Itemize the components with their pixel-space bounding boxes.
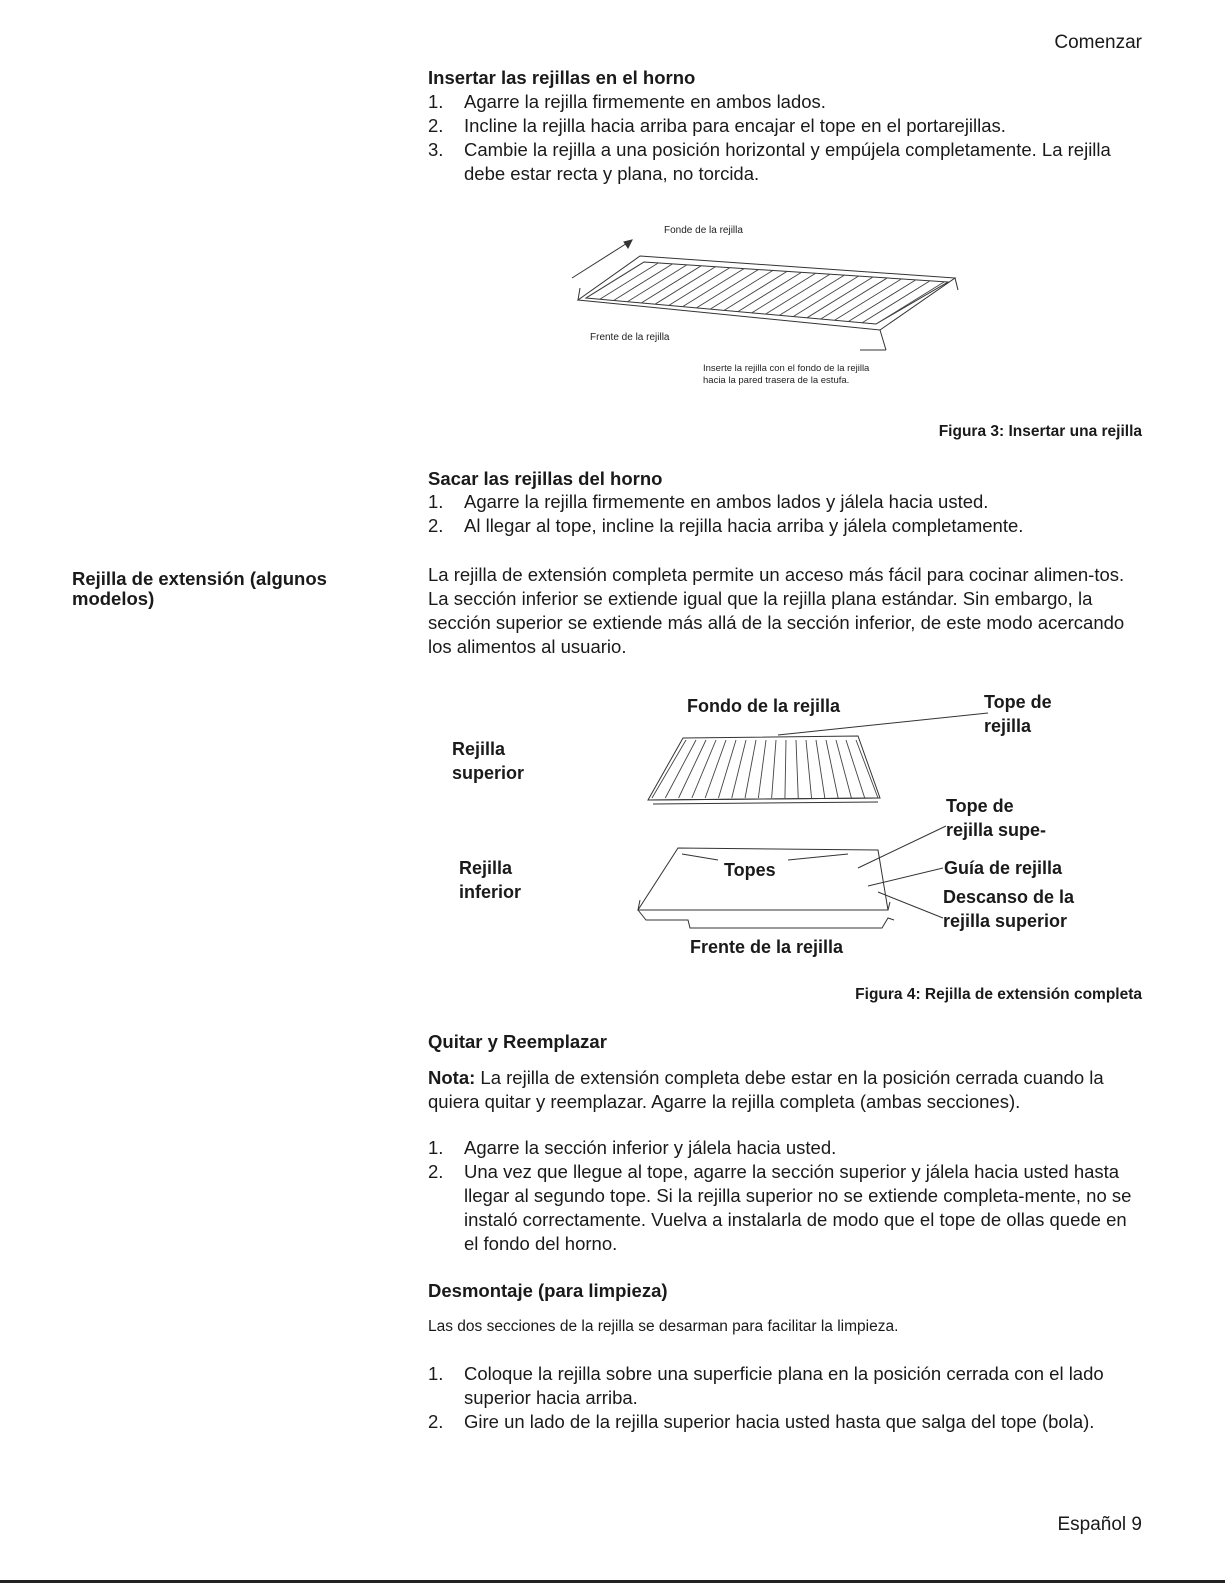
rack-drawing [560, 218, 980, 398]
fig4-upper-rack-label: Rejilla superior [452, 739, 525, 783]
list-item: 1. Coloque la rejilla sobre una superficie plana en la posición cerrada con el lado superior hacia arriba. [428, 1363, 1104, 1408]
remove-steps [428, 490, 1128, 538]
list-item: 1. Agarre la rejilla firmemente en ambos lados y jálela hacia usted. [428, 491, 989, 512]
front-label: Frente de la rejilla [590, 332, 670, 343]
list-item: 1. Agarre la rejilla firmemente en ambos lados. [428, 91, 826, 112]
list-item: 1. Agarre la sección inferior y jálela hacia usted. [428, 1137, 837, 1158]
list-item: 2. Incline la rejilla hacia arriba para encajar el tope en el portarejillas. [428, 115, 1006, 136]
insert-note-line-2: hacia la pared trasera de la estufa. [703, 375, 850, 386]
fig4-upper-stop-label: Tope de rejilla supe- [946, 796, 1047, 840]
figure-4-caption: Figura 4: Rejilla de extensión completa [855, 986, 1142, 1003]
disassembly-steps [428, 1362, 1140, 1434]
fig4-stops-label: Topes [724, 860, 776, 880]
list-item: 2. Al llegar al tope, incline la rejilla hacia arriba y jálela completamente. [428, 515, 1024, 536]
figure-4-illustration [428, 688, 1140, 968]
running-header: Comenzar [1054, 32, 1142, 53]
replace-heading: Quitar y Reemplazar [428, 1031, 607, 1052]
extension-body: La rejilla de extensión completa permite un acceso más fácil para cocinar alimen-tos. La sección inferior se extiende igual que la rejilla plana estándar. Sin embargo, la sección superior se extiende más allá de la sección inferior, de este modo acercando los alimentos al usuario. [428, 564, 1125, 657]
figure-3-illustration [560, 218, 980, 398]
remove-heading: Sacar las rejillas del horno [428, 468, 663, 489]
bottom-rule [0, 1580, 1225, 1583]
disassembly-intro: Las dos secciones de la rejilla se desarman para facilitar la limpieza. [428, 1318, 899, 1335]
fig4-rest-label: Descanso de la rejilla superior [943, 887, 1075, 931]
fig4-back-label: Fondo de la rejilla [687, 696, 841, 716]
page-number: Español 9 [1057, 1514, 1142, 1535]
fig4-guide-label: Guía de rejilla [944, 858, 1063, 878]
list-item: 3. Cambie la rejilla a una posición horizontal y empújela completamente. La rejilla debe estar recta y plana, no torcida. [428, 139, 1111, 184]
fig4-front-label: Frente de la rejilla [690, 937, 844, 957]
fig4-stop-label: Tope de rejilla [984, 692, 1052, 736]
replace-note: Nota: La rejilla de extensión completa debe estar en la posición cerrada cuando la quiera quitar y reemplazar. Agarre la rejilla completa (ambas secciones). [428, 1067, 1104, 1112]
list-item: 2. Una vez que llegue al tope, agarre la sección superior y jálela hacia usted hasta llegar al segundo tope. Si la rejilla superior no se extiende completa-mente, no se instaló correctamente. Vuelva a instalarla de modo que el tope de ollas quede en el fondo del horno. [428, 1161, 1132, 1254]
extension-rack-side-heading: Rejilla de extensión (algunos modelos) [72, 568, 327, 609]
insert-heading: Insertar las rejillas en el horno [428, 67, 696, 88]
list-item: 2. Gire un lado de la rejilla superior hacia usted hasta que salga del tope (bola). [428, 1411, 1095, 1432]
insert-steps [428, 90, 1128, 186]
figure-3-caption: Figura 3: Insertar una rejilla [938, 423, 1142, 440]
insert-note-line-1: Inserte la rejilla con el fondo de la rejilla [703, 363, 870, 374]
back-label: Fonde de la rejilla [664, 225, 743, 236]
disassembly-heading: Desmontaje (para limpieza) [428, 1280, 668, 1301]
replace-steps [428, 1136, 1140, 1256]
fig4-lower-rack-label: Rejilla inferior [459, 858, 522, 902]
